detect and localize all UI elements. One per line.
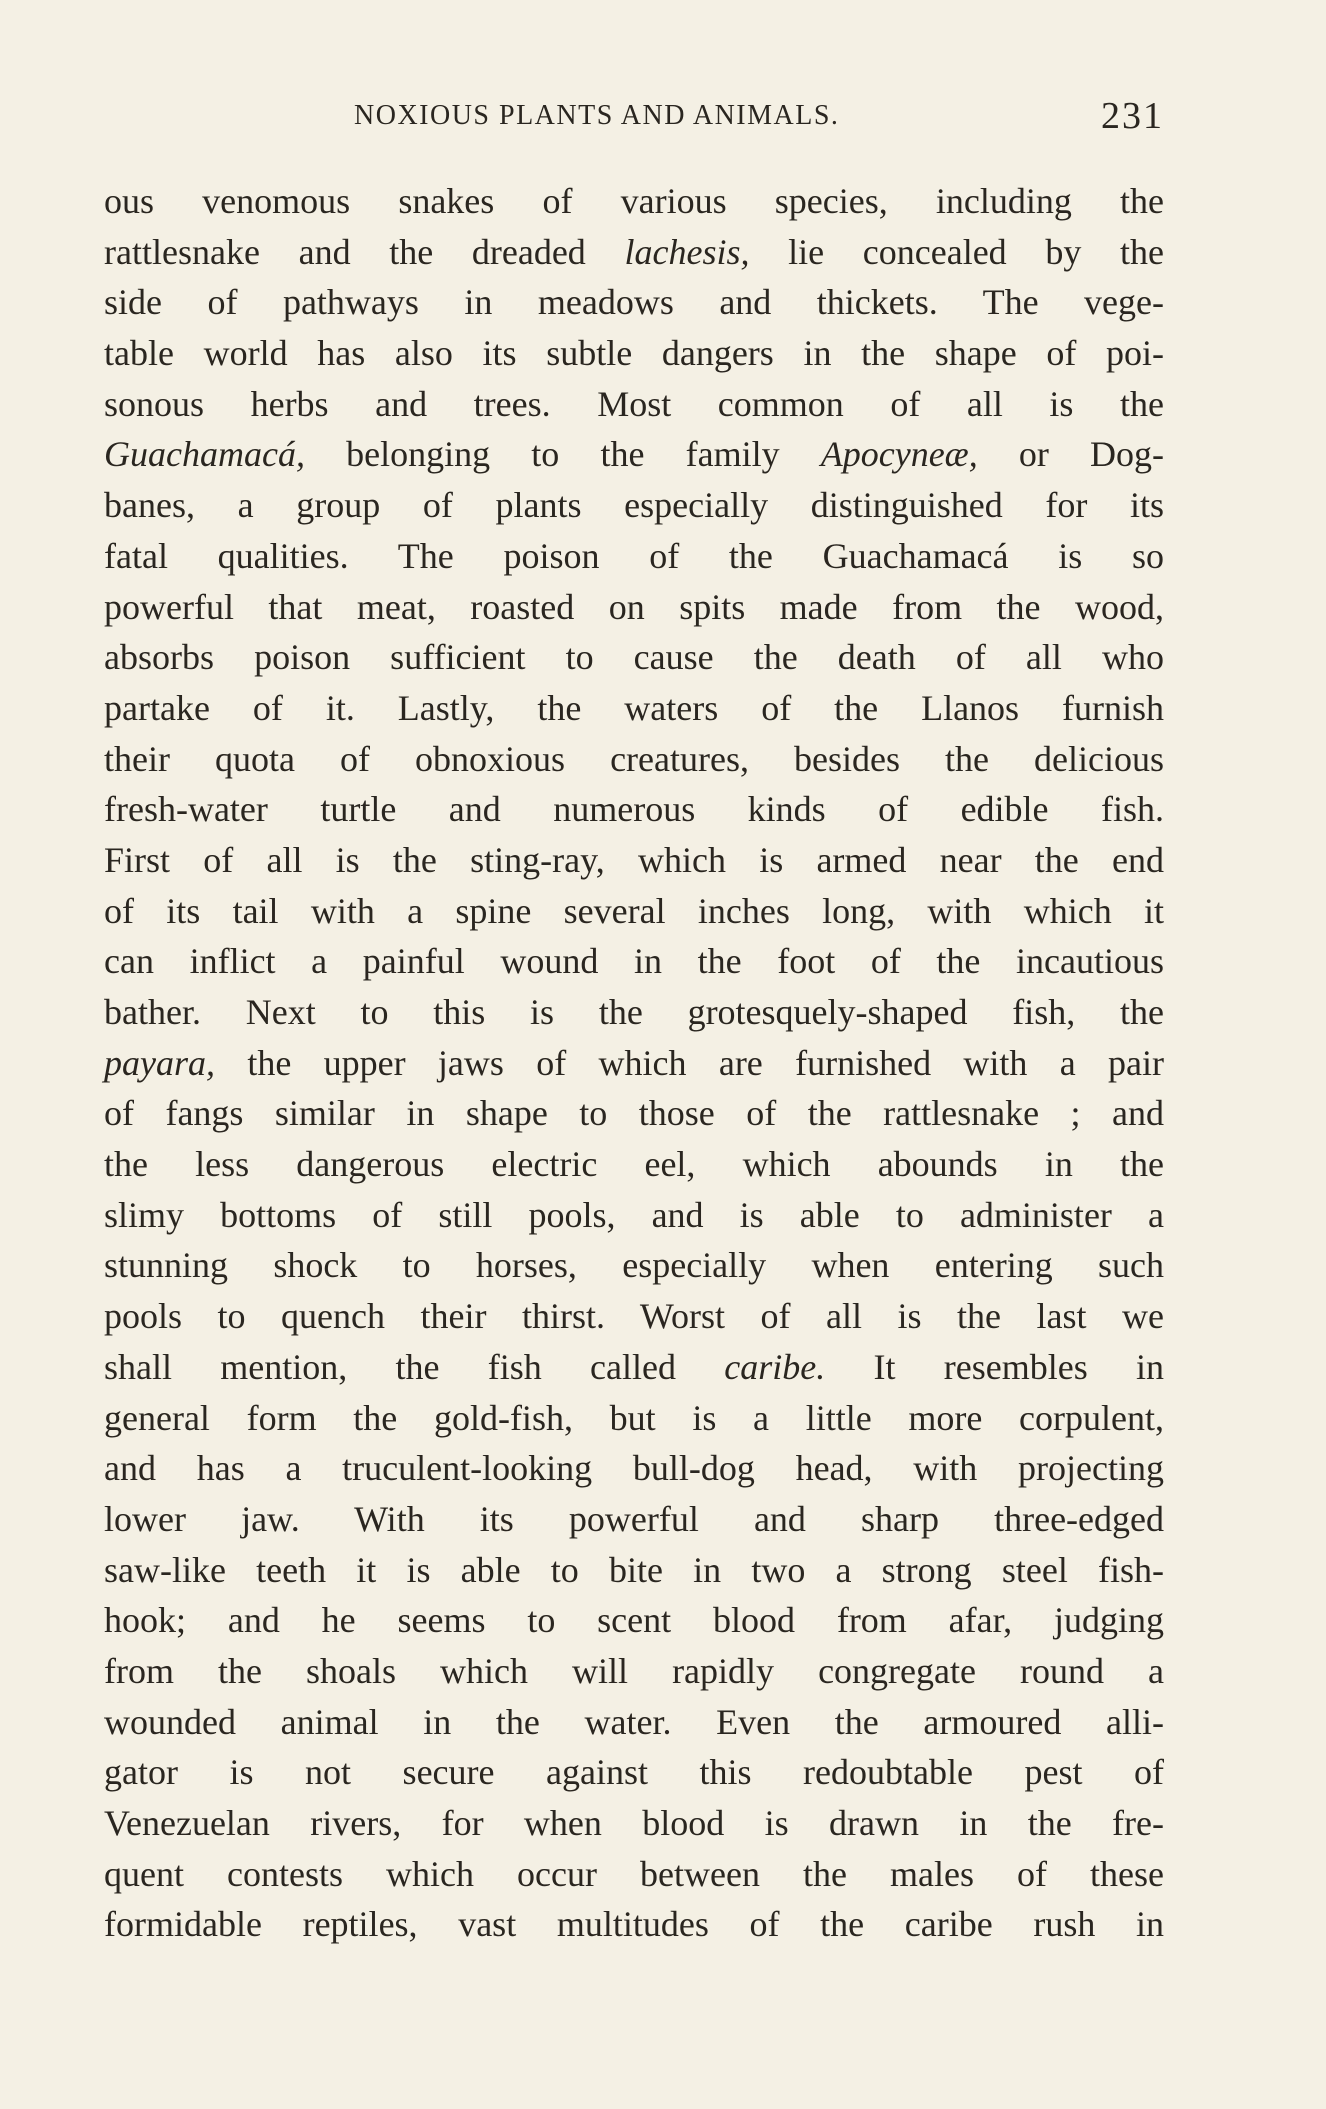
italic-term: payara, <box>104 1042 215 1083</box>
text-line <box>104 835 1164 886</box>
text-run: saw-like teeth it is able to bite in two a strong steel fish- <box>104 1549 1164 1590</box>
text-run: partake of it. Lastly, the waters of the Llanos furnish <box>104 687 1164 728</box>
text-line <box>104 936 1164 987</box>
text-run: general form the gold-fish, but is a little more corpulent, <box>104 1397 1164 1438</box>
text-line <box>104 277 1164 328</box>
text-line <box>104 1798 1164 1849</box>
text-run: Venezuelan rivers, for when blood is drawn in the fre- <box>104 1803 1164 1843</box>
text-run: their quota of obnoxious creatures, besides the delicious <box>104 738 1164 779</box>
text-run: pools to quench their thirst. Worst of all is the last we <box>104 1296 1164 1337</box>
text-line <box>104 784 1164 835</box>
text-run: stunning shock to horses, especially when entering such <box>104 1245 1164 1286</box>
text-line <box>104 1899 1164 1950</box>
running-head: NOXIOUS PLANTS AND ANIMALS. <box>354 100 840 131</box>
text-run: slimy bottoms of still pools, and is able to administer a <box>104 1194 1164 1235</box>
text-line <box>104 1545 1164 1596</box>
text-run: belonging to the family <box>304 434 821 475</box>
text-run: or Dog- <box>977 434 1165 475</box>
text-run: formidable reptiles, vast multitudes of the caribe rush in <box>104 1904 1164 1945</box>
text-line <box>104 1494 1164 1545</box>
text-line <box>104 582 1164 633</box>
text-run: banes, a group of plants especially distinguished for its <box>104 485 1164 526</box>
page-number: 231 <box>1101 95 1164 137</box>
text-line <box>104 1139 1164 1190</box>
text-line <box>104 1240 1164 1291</box>
text-line <box>104 1595 1164 1646</box>
text-run: ous venomous snakes of various species, including the <box>104 181 1164 221</box>
text-line <box>104 227 1164 278</box>
text-line <box>104 1038 1164 1089</box>
text-run: absorbs poison sufficient to cause the death of all who <box>104 637 1164 678</box>
text-line <box>104 632 1164 683</box>
text-line <box>104 1291 1164 1342</box>
text-line <box>104 683 1164 734</box>
text-line <box>104 1849 1164 1900</box>
text-line <box>104 531 1164 582</box>
text-line <box>104 1342 1164 1393</box>
page-header <box>104 94 1164 144</box>
text-run: rattlesnake and the dreaded <box>104 231 625 272</box>
text-run: sonous herbs and trees. Most common of all is the <box>104 383 1164 424</box>
text-line <box>104 176 1164 227</box>
text-run: quent contests which occur between the males of these <box>104 1853 1164 1894</box>
text-run: wounded animal in the water. Even the armoured alli- <box>104 1701 1164 1742</box>
text-line <box>104 379 1164 430</box>
text-line <box>104 987 1164 1038</box>
text-run: the upper jaws of which are furnished with a pair <box>215 1042 1164 1083</box>
text-line <box>104 1747 1164 1798</box>
text-line <box>104 1646 1164 1697</box>
text-run: can inflict a painful wound in the foot of the incautious <box>104 941 1164 982</box>
text-run: of fangs similar in shape to those of the rattlesnake ; and <box>104 1093 1164 1134</box>
italic-term: caribe. <box>724 1346 826 1387</box>
text-line <box>104 734 1164 785</box>
text-run: lie concealed by the <box>749 231 1164 272</box>
text-line <box>104 328 1164 379</box>
text-line <box>104 1443 1164 1494</box>
text-line <box>104 1697 1164 1748</box>
text-run: It resembles in <box>825 1346 1164 1387</box>
text-run: bather. Next to this is the grotesquely-shaped fish, the <box>104 992 1164 1032</box>
text-run: table world has also its subtle dangers in the shape of poi- <box>104 333 1164 374</box>
text-run: side of pathways in meadows and thickets. The vege- <box>104 282 1164 323</box>
italic-term: lachesis, <box>624 231 750 272</box>
text-run: lower jaw. With its powerful and sharp three-edged <box>104 1498 1164 1539</box>
text-run: shall mention, the fish called <box>104 1346 725 1387</box>
text-run: of its tail with a spine several inches long, with which it <box>104 890 1164 931</box>
body-text <box>104 176 1164 1950</box>
text-run: First of all is the sting-ray, which is armed near the end <box>104 839 1164 880</box>
text-run: fresh-water turtle and numerous kinds of edible fish. <box>104 789 1164 830</box>
text-line <box>104 480 1164 531</box>
italic-term: Guachamacá, <box>104 434 305 475</box>
text-run: gator is not secure against this redoubtable pest of <box>104 1752 1164 1793</box>
text-run: from the shoals which will rapidly congregate round a <box>104 1650 1164 1691</box>
italic-term: Apocyneæ, <box>820 434 978 475</box>
text-run: the less dangerous electric eel, which abounds in the <box>104 1144 1164 1185</box>
text-line <box>104 1190 1164 1241</box>
text-run: fatal qualities. The poison of the Guachamacá is so <box>104 535 1164 576</box>
text-run: and has a truculent-looking bull-dog head, with projecting <box>104 1448 1164 1489</box>
text-line <box>104 429 1164 480</box>
text-line <box>104 886 1164 937</box>
text-line <box>104 1088 1164 1139</box>
text-run: powerful that meat, roasted on spits made from the wood, <box>104 586 1164 627</box>
text-run: hook; and he seems to scent blood from afar, judging <box>104 1600 1164 1641</box>
text-line <box>104 1393 1164 1444</box>
